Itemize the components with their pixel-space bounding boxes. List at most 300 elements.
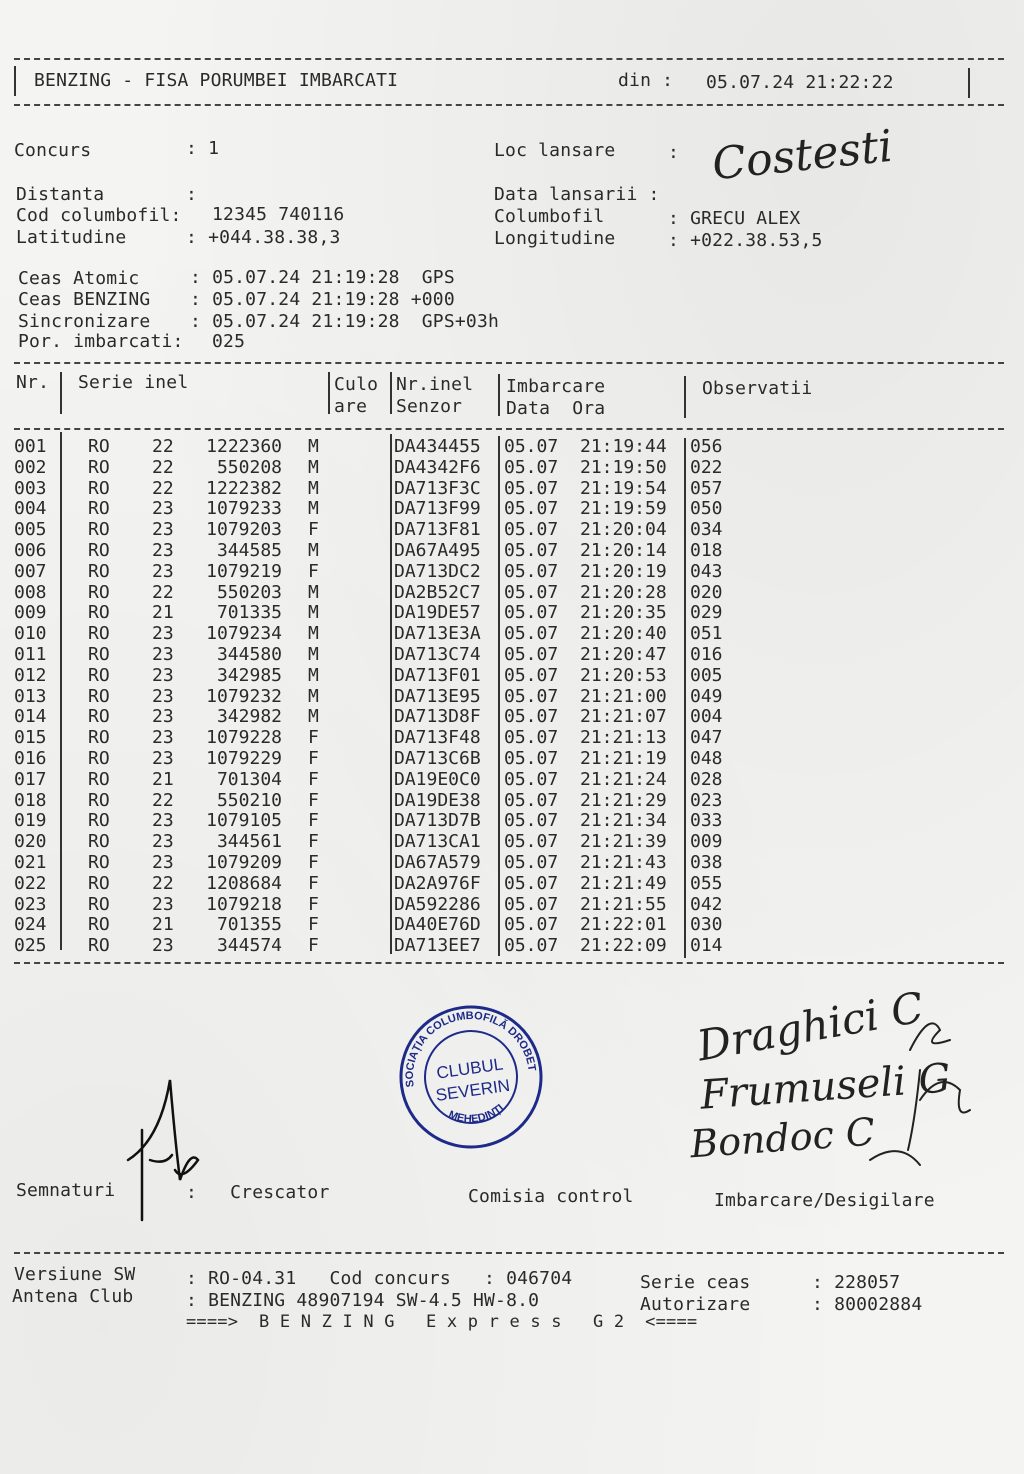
row-sensor: DA713F01 bbox=[394, 664, 481, 686]
table-row bbox=[14, 748, 734, 769]
row-time: 21:22:01 bbox=[580, 914, 667, 936]
row-date: 05.07 bbox=[504, 519, 559, 541]
row-year: 21 bbox=[152, 768, 174, 790]
row-sex: F bbox=[308, 768, 319, 790]
row-observatii: 049 bbox=[690, 685, 723, 707]
row-ring-number: 1079209 bbox=[206, 852, 282, 873]
data-lansarii-label: Data lansarii : bbox=[494, 184, 660, 205]
table-row bbox=[14, 852, 734, 873]
row-ring-number: 342985 bbox=[216, 664, 282, 686]
table-row bbox=[14, 436, 734, 457]
serie-ceas-label: Serie ceas bbox=[640, 1272, 751, 1293]
row-date: 05.07 bbox=[504, 456, 559, 478]
table-row bbox=[14, 790, 734, 811]
row-observatii: 023 bbox=[690, 789, 723, 811]
col-header-imbarcare: Imbarcare bbox=[506, 376, 606, 397]
row-date: 05.07 bbox=[504, 560, 559, 582]
table-row bbox=[14, 935, 734, 956]
row-date: 05.07 bbox=[504, 664, 559, 686]
stamp-center-1: CLUBUL bbox=[435, 1054, 505, 1083]
row-observatii: 009 bbox=[690, 831, 723, 853]
row-observatii: 004 bbox=[690, 706, 723, 728]
row-ring-number: 1079229 bbox=[206, 748, 282, 769]
row-year: 23 bbox=[152, 810, 174, 832]
row-sex: F bbox=[308, 789, 319, 811]
table-row bbox=[14, 519, 734, 540]
table-divider-top bbox=[14, 362, 1004, 364]
benzing-brand-line: ====> B E N Z I N G E x p r e s s G 2 <==== bbox=[186, 1312, 698, 1332]
handwritten-name-2: Frumuseli G bbox=[698, 1055, 953, 1119]
row-year: 23 bbox=[152, 623, 174, 645]
row-year: 21 bbox=[152, 602, 174, 624]
row-time: 21:21:55 bbox=[580, 893, 667, 915]
row-year: 23 bbox=[152, 935, 174, 957]
row-ring-number: 701304 bbox=[216, 768, 282, 790]
row-sensor: DA713C74 bbox=[394, 644, 481, 665]
row-time: 21:21:19 bbox=[580, 748, 667, 769]
col-header-nr: Nr. bbox=[16, 372, 50, 393]
row-sensor: DA713F48 bbox=[394, 727, 481, 749]
row-country: RO bbox=[88, 644, 110, 665]
antena-value: : BENZING 48907194 SW-4.5 HW-8.0 bbox=[186, 1290, 540, 1311]
row-ring-number: 344561 bbox=[216, 831, 282, 853]
sincronizare-label: Sincronizare bbox=[18, 311, 151, 332]
versiune-value: : RO-04.31 Cod concurs : 046704 bbox=[186, 1268, 573, 1289]
header-sep-3 bbox=[390, 372, 392, 414]
row-nr: 025 bbox=[14, 935, 47, 957]
row-nr: 007 bbox=[14, 560, 47, 582]
longitudine-value: : +022.38.53,5 bbox=[668, 230, 823, 251]
row-year: 21 bbox=[152, 914, 174, 936]
row-ring-number: 1079105 bbox=[206, 810, 282, 832]
row-sensor: DA713CA1 bbox=[394, 831, 481, 853]
row-observatii: 043 bbox=[690, 560, 723, 582]
row-date: 05.07 bbox=[504, 893, 559, 915]
handwritten-name-1: Draghici C bbox=[693, 982, 928, 1071]
ceas-benzing-value: : 05.07.24 21:19:28 +000 bbox=[190, 289, 455, 310]
row-ring-number: 1079233 bbox=[206, 498, 282, 520]
row-country: RO bbox=[88, 623, 110, 645]
row-country: RO bbox=[88, 872, 110, 894]
row-year: 23 bbox=[152, 540, 174, 561]
row-year: 22 bbox=[152, 456, 174, 478]
row-year: 23 bbox=[152, 664, 174, 686]
row-nr: 024 bbox=[14, 914, 47, 936]
row-sex: F bbox=[308, 872, 319, 894]
row-ring-number: 550210 bbox=[216, 789, 282, 811]
table-row bbox=[14, 644, 734, 665]
longitudine-label: Longitudine bbox=[494, 228, 616, 249]
row-time: 21:19:50 bbox=[580, 456, 667, 478]
row-date: 05.07 bbox=[504, 540, 559, 561]
row-date: 05.07 bbox=[504, 644, 559, 665]
commission-signature-scribbles bbox=[900, 1010, 980, 1160]
body-sep-4 bbox=[498, 436, 500, 956]
row-nr: 005 bbox=[14, 519, 47, 541]
row-date: 05.07 bbox=[504, 727, 559, 749]
row-sensor: DA2A976F bbox=[394, 872, 481, 894]
header-divider-top bbox=[14, 58, 1004, 60]
row-country: RO bbox=[88, 685, 110, 707]
row-year: 23 bbox=[152, 748, 174, 769]
distanta-value: : bbox=[186, 184, 198, 205]
cod-columbofil-label: Cod columbofil: bbox=[16, 205, 182, 226]
row-ring-number: 701355 bbox=[216, 914, 282, 936]
row-ring-number: 1222382 bbox=[206, 477, 282, 499]
distanta-label: Distanta bbox=[16, 184, 105, 205]
row-date: 05.07 bbox=[504, 581, 559, 603]
row-nr: 013 bbox=[14, 685, 47, 707]
row-sensor: DA2B52C7 bbox=[394, 581, 481, 603]
columbofil-value: : GRECU ALEX bbox=[668, 208, 801, 229]
latitudine-label: Latitudine bbox=[16, 227, 127, 248]
row-observatii: 029 bbox=[690, 602, 723, 624]
row-nr: 020 bbox=[14, 831, 47, 853]
row-time: 21:20:28 bbox=[580, 581, 667, 603]
row-sensor: DA713DC2 bbox=[394, 560, 481, 582]
row-sensor: DA713EE7 bbox=[394, 935, 481, 957]
row-sensor: DA19DE38 bbox=[394, 789, 481, 811]
row-sensor: DA713E3A bbox=[394, 623, 481, 645]
row-ring-number: 344580 bbox=[216, 644, 282, 665]
col-header-culo-2: are bbox=[334, 396, 368, 417]
row-nr: 011 bbox=[14, 644, 47, 665]
row-year: 22 bbox=[152, 789, 174, 811]
row-year: 23 bbox=[152, 852, 174, 873]
handwritten-name-3: Bondoc C bbox=[688, 1109, 877, 1167]
body-sep-1 bbox=[60, 432, 62, 950]
page-title: BENZING - FISA PORUMBEI IMBARCATI bbox=[34, 70, 399, 91]
row-country: RO bbox=[88, 893, 110, 915]
row-sensor: DA713F99 bbox=[394, 498, 481, 520]
table-row bbox=[14, 873, 734, 894]
row-date: 05.07 bbox=[504, 789, 559, 811]
row-country: RO bbox=[88, 540, 110, 561]
cod-columbofil-value: 12345 740116 bbox=[212, 204, 345, 225]
row-country: RO bbox=[88, 706, 110, 728]
row-sex: M bbox=[308, 644, 319, 665]
row-time: 21:20:14 bbox=[580, 540, 667, 561]
table-divider-header bbox=[14, 428, 1004, 430]
row-nr: 003 bbox=[14, 477, 47, 499]
row-time: 21:19:59 bbox=[580, 498, 667, 520]
row-nr: 016 bbox=[14, 748, 47, 769]
comisia-control-label: Comisia control bbox=[468, 1186, 634, 1207]
row-ring-number: 550203 bbox=[216, 581, 282, 603]
table-row bbox=[14, 602, 734, 623]
col-header-observatii: Observatii bbox=[702, 378, 813, 399]
row-ring-number: 701335 bbox=[216, 602, 282, 624]
row-time: 21:19:44 bbox=[580, 436, 667, 457]
row-observatii: 042 bbox=[690, 893, 723, 915]
row-nr: 010 bbox=[14, 623, 47, 645]
stamp-ring-top: ASOCIAȚIA COLUMBOFILĂ DROBETA bbox=[381, 1003, 538, 1088]
table-row bbox=[14, 582, 734, 603]
row-year: 23 bbox=[152, 893, 174, 915]
row-date: 05.07 bbox=[504, 685, 559, 707]
row-time: 21:21:24 bbox=[580, 768, 667, 790]
row-observatii: 022 bbox=[690, 456, 723, 478]
row-sex: M bbox=[308, 706, 319, 728]
row-time: 21:21:39 bbox=[580, 831, 667, 853]
row-country: RO bbox=[88, 789, 110, 811]
club-stamp bbox=[381, 1002, 546, 1152]
table-row bbox=[14, 561, 734, 582]
row-nr: 023 bbox=[14, 893, 47, 915]
row-sex: M bbox=[308, 498, 319, 520]
row-year: 23 bbox=[152, 831, 174, 853]
table-row bbox=[14, 769, 734, 790]
row-time: 21:19:54 bbox=[580, 477, 667, 499]
por-imbarcati-label: Por. imbarcati: bbox=[18, 331, 184, 352]
row-observatii: 030 bbox=[690, 914, 723, 936]
row-nr: 009 bbox=[14, 602, 47, 624]
row-observatii: 057 bbox=[690, 477, 723, 499]
loc-lansare-sep: : bbox=[668, 142, 680, 163]
table-row bbox=[14, 478, 734, 499]
row-ring-number: 344574 bbox=[216, 935, 282, 957]
row-sex: M bbox=[308, 456, 319, 478]
row-sensor: DA592286 bbox=[394, 893, 481, 915]
table-row bbox=[14, 457, 734, 478]
row-year: 22 bbox=[152, 436, 174, 457]
row-sensor: DA713C6B bbox=[394, 748, 481, 769]
row-nr: 012 bbox=[14, 664, 47, 686]
row-year: 23 bbox=[152, 498, 174, 520]
body-sep-3 bbox=[390, 434, 392, 954]
col-header-culo: Culo bbox=[334, 374, 379, 395]
crescator-label: : Crescator bbox=[186, 1182, 330, 1203]
row-country: RO bbox=[88, 477, 110, 499]
concurs-value: : 1 bbox=[186, 138, 220, 159]
row-observatii: 014 bbox=[690, 935, 723, 957]
row-ring-number: 1079218 bbox=[206, 893, 282, 915]
row-country: RO bbox=[88, 436, 110, 457]
row-country: RO bbox=[88, 831, 110, 853]
row-date: 05.07 bbox=[504, 852, 559, 873]
sincronizare-value: : 05.07.24 21:19:28 GPS+03h bbox=[190, 311, 500, 332]
semnaturi-label: Semnaturi bbox=[16, 1180, 116, 1201]
row-time: 21:21:43 bbox=[580, 852, 667, 873]
row-country: RO bbox=[88, 560, 110, 582]
row-ring-number: 342982 bbox=[216, 706, 282, 728]
table-row bbox=[14, 540, 734, 561]
row-observatii: 048 bbox=[690, 748, 723, 769]
row-ring-number: 1222360 bbox=[206, 436, 282, 457]
row-date: 05.07 bbox=[504, 872, 559, 894]
table-row bbox=[14, 810, 734, 831]
por-imbarcati-value: 025 bbox=[212, 331, 246, 352]
row-sex: M bbox=[308, 581, 319, 603]
row-date: 05.07 bbox=[504, 831, 559, 853]
row-time: 21:21:34 bbox=[580, 810, 667, 832]
row-sensor: DA67A495 bbox=[394, 540, 481, 561]
table-divider-bottom bbox=[14, 962, 1004, 964]
table-row bbox=[14, 914, 734, 935]
row-date: 05.07 bbox=[504, 810, 559, 832]
row-observatii: 050 bbox=[690, 498, 723, 520]
row-country: RO bbox=[88, 852, 110, 873]
row-observatii: 016 bbox=[690, 644, 723, 665]
row-sensor: DA713D7B bbox=[394, 810, 481, 832]
row-sex: F bbox=[308, 748, 319, 769]
row-sex: M bbox=[308, 436, 319, 457]
row-sex: F bbox=[308, 560, 319, 582]
table-row bbox=[14, 686, 734, 707]
row-observatii: 033 bbox=[690, 810, 723, 832]
row-country: RO bbox=[88, 914, 110, 936]
col-header-serie: Serie inel bbox=[78, 372, 189, 393]
row-observatii: 020 bbox=[690, 581, 723, 603]
row-time: 21:20:53 bbox=[580, 664, 667, 686]
header-sep-2 bbox=[328, 372, 330, 414]
row-country: RO bbox=[88, 935, 110, 957]
row-year: 23 bbox=[152, 519, 174, 541]
row-nr: 008 bbox=[14, 581, 47, 603]
row-date: 05.07 bbox=[504, 935, 559, 957]
row-sensor: DA19E0C0 bbox=[394, 768, 481, 790]
row-ring-number: 344585 bbox=[216, 540, 282, 561]
row-sex: F bbox=[308, 519, 319, 541]
stamp-center-2: SEVERIN bbox=[434, 1075, 512, 1105]
row-country: RO bbox=[88, 810, 110, 832]
col-header-senzor: Senzor bbox=[396, 396, 463, 417]
table-row bbox=[14, 831, 734, 852]
row-sex: F bbox=[308, 727, 319, 749]
row-time: 21:20:04 bbox=[580, 519, 667, 541]
ceas-benzing-label: Ceas BENZING bbox=[18, 289, 151, 310]
row-date: 05.07 bbox=[504, 436, 559, 457]
crescator-signature-scribble bbox=[120, 1070, 220, 1240]
row-sensor: DA40E76D bbox=[394, 914, 481, 936]
header-divider-bottom bbox=[14, 104, 1004, 106]
row-nr: 019 bbox=[14, 810, 47, 832]
row-date: 05.07 bbox=[504, 602, 559, 624]
row-nr: 022 bbox=[14, 872, 47, 894]
row-time: 21:21:49 bbox=[580, 872, 667, 894]
row-country: RO bbox=[88, 748, 110, 769]
row-sex: F bbox=[308, 914, 319, 936]
row-country: RO bbox=[88, 519, 110, 541]
din-label: din : bbox=[618, 70, 674, 91]
row-time: 21:20:40 bbox=[580, 623, 667, 645]
row-year: 23 bbox=[152, 644, 174, 665]
row-sensor: DA434455 bbox=[394, 436, 481, 457]
row-nr: 018 bbox=[14, 789, 47, 811]
table-row bbox=[14, 706, 734, 727]
col-header-nrinel: Nr.inel bbox=[396, 374, 474, 395]
row-date: 05.07 bbox=[504, 623, 559, 645]
row-sex: F bbox=[308, 935, 319, 957]
row-ring-number: 1079228 bbox=[206, 727, 282, 749]
row-country: RO bbox=[88, 727, 110, 749]
row-date: 05.07 bbox=[504, 706, 559, 728]
row-date: 05.07 bbox=[504, 477, 559, 499]
row-sensor: DA713F3C bbox=[394, 477, 481, 499]
row-sex: F bbox=[308, 893, 319, 915]
row-year: 23 bbox=[152, 727, 174, 749]
row-nr: 004 bbox=[14, 498, 47, 520]
concurs-label: Concurs bbox=[14, 140, 92, 161]
row-year: 22 bbox=[152, 872, 174, 894]
row-date: 05.07 bbox=[504, 768, 559, 790]
row-sex: M bbox=[308, 477, 319, 499]
loc-lansare-handwritten: Costesti bbox=[709, 120, 895, 191]
table-row bbox=[14, 665, 734, 686]
autorizare-label: Autorizare bbox=[640, 1294, 751, 1315]
row-ring-number: 1079234 bbox=[206, 623, 282, 645]
row-sex: F bbox=[308, 852, 319, 873]
header-sep-1 bbox=[60, 372, 62, 414]
row-ring-number: 1079203 bbox=[206, 519, 282, 541]
table-row bbox=[14, 894, 734, 915]
row-time: 21:21:00 bbox=[580, 685, 667, 707]
row-observatii: 056 bbox=[690, 436, 723, 457]
row-sensor: DA67A579 bbox=[394, 852, 481, 873]
row-time: 21:21:13 bbox=[580, 727, 667, 749]
row-sensor: DA713D8F bbox=[394, 706, 481, 728]
body-sep-5 bbox=[684, 438, 686, 958]
antena-label: Antena Club bbox=[12, 1286, 134, 1307]
svg-text:MEHEDINȚI bbox=[445, 1101, 507, 1129]
serie-ceas-value: : 228057 bbox=[812, 1272, 901, 1293]
row-observatii: 034 bbox=[690, 519, 723, 541]
row-ring-number: 1079219 bbox=[206, 560, 282, 582]
row-country: RO bbox=[88, 581, 110, 603]
row-nr: 015 bbox=[14, 727, 47, 749]
row-country: RO bbox=[88, 768, 110, 790]
row-sex: M bbox=[308, 602, 319, 624]
row-ring-number: 1208684 bbox=[206, 872, 282, 894]
row-time: 21:22:09 bbox=[580, 935, 667, 957]
row-sex: F bbox=[308, 810, 319, 832]
row-year: 22 bbox=[152, 477, 174, 499]
autorizare-value: : 80002884 bbox=[812, 1294, 923, 1315]
table-row bbox=[14, 727, 734, 748]
row-sex: M bbox=[308, 664, 319, 686]
ceas-atomic-value: : 05.07.24 21:19:28 GPS bbox=[190, 267, 455, 288]
latitudine-value: : +044.38.38,3 bbox=[186, 227, 341, 248]
row-date: 05.07 bbox=[504, 914, 559, 936]
row-nr: 006 bbox=[14, 540, 47, 561]
row-sensor: DA4342F6 bbox=[394, 456, 481, 478]
row-nr: 002 bbox=[14, 456, 47, 478]
header-left-bar bbox=[14, 66, 16, 96]
din-value: 05.07.24 21:22:22 bbox=[706, 72, 894, 93]
row-observatii: 018 bbox=[690, 540, 723, 561]
versiune-label: Versiune SW bbox=[14, 1264, 136, 1285]
row-sex: M bbox=[308, 623, 319, 645]
row-sex: M bbox=[308, 540, 319, 561]
header-right-bar bbox=[968, 68, 970, 98]
row-country: RO bbox=[88, 602, 110, 624]
row-sensor: DA19DE57 bbox=[394, 602, 481, 624]
imbarcare-desigilare-label: Imbarcare/Desigilare bbox=[714, 1190, 935, 1211]
table-row bbox=[14, 498, 734, 519]
table-row bbox=[14, 623, 734, 644]
row-observatii: 055 bbox=[690, 872, 723, 894]
row-year: 22 bbox=[152, 581, 174, 603]
row-observatii: 038 bbox=[690, 852, 723, 873]
row-sensor: DA713F81 bbox=[394, 519, 481, 541]
row-time: 21:20:35 bbox=[580, 602, 667, 624]
header-sep-5 bbox=[684, 376, 686, 418]
row-time: 21:21:29 bbox=[580, 789, 667, 811]
row-date: 05.07 bbox=[504, 498, 559, 520]
row-year: 23 bbox=[152, 685, 174, 707]
ceas-atomic-label: Ceas Atomic bbox=[18, 268, 140, 289]
row-time: 21:21:07 bbox=[580, 706, 667, 728]
